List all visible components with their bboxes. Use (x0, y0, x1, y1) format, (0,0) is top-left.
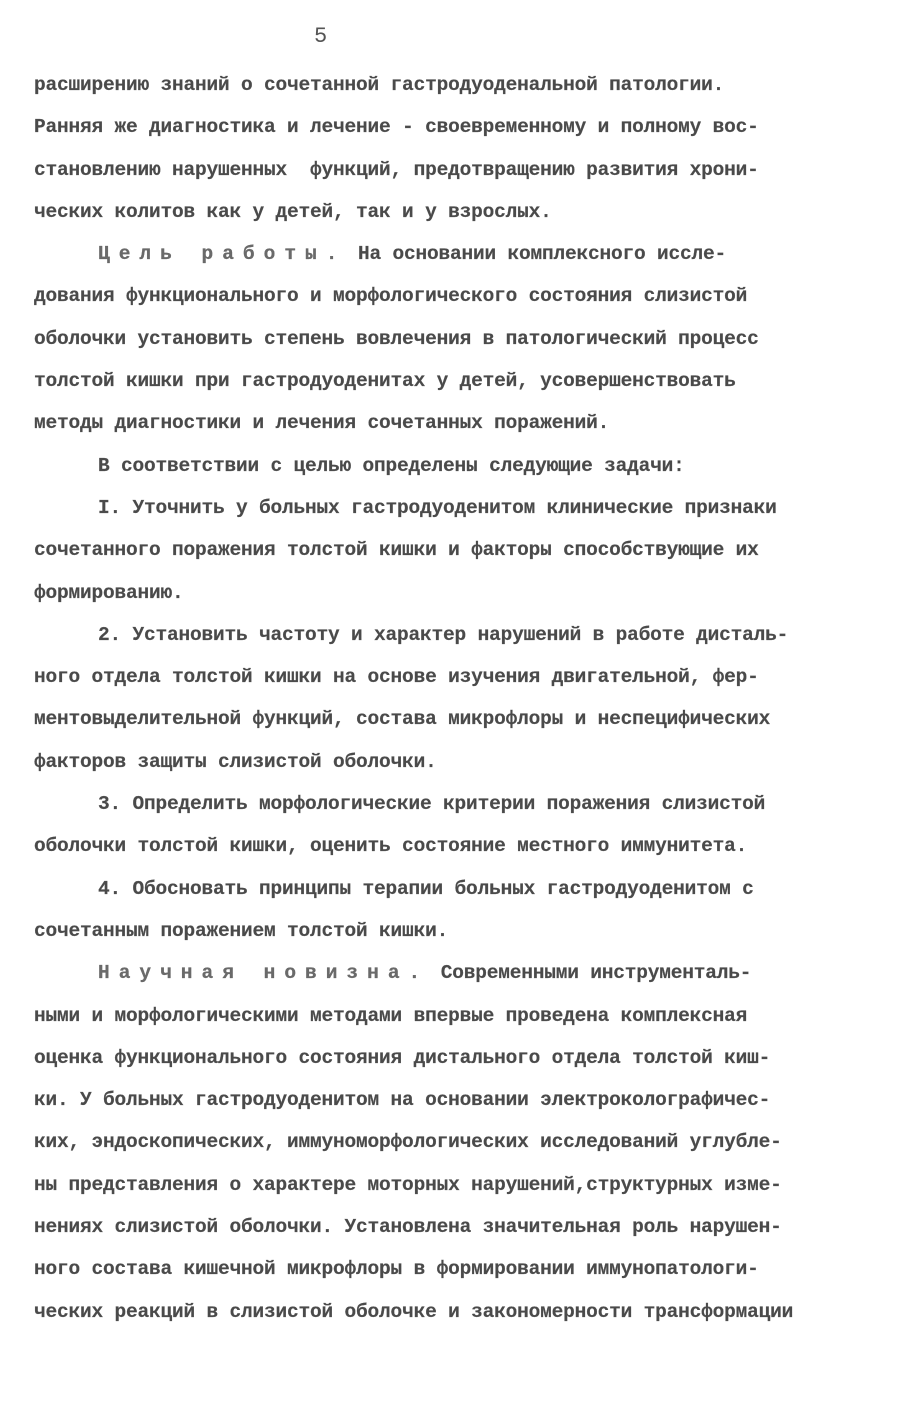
text-line: сочетанным поражением толстой кишки. (34, 919, 449, 942)
text-line: ментовыделительной функций, состава микрофлоры и неспецифических (34, 708, 771, 731)
text-line: толстой кишки при гастродуоденитах у детей, усовершенствовать (34, 370, 736, 393)
text-line: ного состава кишечной микрофлоры в формировании иммунопатологи- (34, 1258, 759, 1281)
section-heading-novelty: Научная новизна. (98, 962, 430, 985)
text-line: нениях слизистой оболочки. Установлена значительная роль нарушен- (34, 1216, 782, 1239)
text-line (34, 952, 894, 994)
task-item-2: 2. Установить частоту и характер нарушений в работе дисталь- (98, 623, 789, 646)
text-fragment: Современными инструменталь- (429, 962, 752, 985)
task-item-1: I. Уточнить у больных гастродуоденитом клинические признаки (98, 496, 777, 519)
text-line: формированию. (34, 581, 184, 604)
text-line: дования функционального и морфологического состояния слизистой (34, 285, 748, 308)
text-line: В соответствии с целью определены следующие задачи: (98, 454, 685, 477)
document-body (34, 64, 894, 1333)
task-item-3: 3. Определить морфологические критерии поражения слизистой (98, 793, 766, 816)
page-number: 5 (314, 24, 328, 49)
text-line: оценка функционального состояния дистального отдела толстой киш- (34, 1046, 771, 1069)
text-line: ческих колитов как у детей, так и у взрослых. (34, 200, 552, 223)
text-line (34, 233, 894, 275)
text-fragment: На основании комплексного иссле- (346, 243, 727, 266)
text-line: становлению нарушенных функций, предотвращению развития хрони- (34, 158, 759, 181)
text-line: методы диагностики и лечения сочетанных поражений. (34, 412, 610, 435)
text-line: ны представления о характере моторных нарушений,структурных изме- (34, 1173, 782, 1196)
text-line: ными и морфологическими методами впервые проведена комплексная (34, 1004, 748, 1027)
text-line: факторов защиты слизистой оболочки. (34, 750, 437, 773)
section-heading-goal: Цель работы. (98, 243, 347, 266)
text-line: оболочки установить степень вовлечения в патологический процесс (34, 327, 759, 350)
text-line: Ранняя же диагностика и лечение - своевременному и полному вос- (34, 116, 759, 139)
text-line: оболочки толстой кишки, оценить состояние местного иммунитета. (34, 835, 748, 858)
text-line: ного отдела толстой кишки на основе изучения двигательной, фер- (34, 666, 759, 689)
text-line: сочетанного поражения толстой кишки и факторы способствующие их (34, 539, 759, 562)
text-line: ческих реакций в слизистой оболочке и закономерности трансформации (34, 1300, 794, 1323)
text-line: ки. У больных гастродуоденитом на основании электроколографичес- (34, 1089, 771, 1112)
task-item-4: 4. Обосновать принципы терапии больных гастродуоденитом с (98, 877, 754, 900)
text-line: расширению знаний о сочетанной гастродуоденальной патологии. (34, 74, 725, 96)
text-line: ких, эндоскопических, иммуноморфологических исследований углубле- (34, 1131, 782, 1154)
